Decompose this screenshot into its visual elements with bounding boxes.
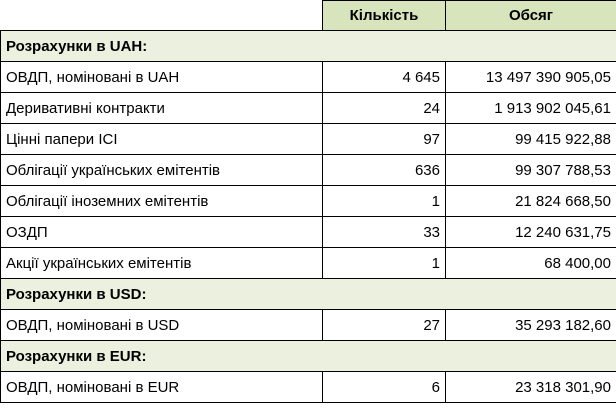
row-label: ОЗДП: [1, 217, 323, 248]
table-row: [1, 62, 616, 93]
row-volume: 68 400,00: [446, 248, 616, 279]
row-volume: 13 497 390 905,05: [446, 62, 616, 93]
row-label: Облігації українських емітентів: [1, 155, 323, 186]
row-label: Цінні папери ІСІ: [1, 124, 323, 155]
row-label: Облігації іноземних емітентів: [1, 186, 323, 217]
table-row: [1, 372, 616, 403]
row-count: 4 645: [323, 62, 446, 93]
row-count: 1: [323, 248, 446, 279]
row-count: 33: [323, 217, 446, 248]
section-row-eur: [1, 341, 616, 372]
row-volume: 99 415 922,88: [446, 124, 616, 155]
row-label: ОВДП, номіновані в EUR: [1, 372, 323, 403]
table-row: [1, 124, 616, 155]
header-count: Кількість: [323, 1, 446, 31]
table-row: [1, 93, 616, 124]
section-row-usd: [1, 279, 616, 310]
table-body: [1, 31, 616, 403]
row-count: 27: [323, 310, 446, 341]
section-title: Розрахунки в USD:: [1, 279, 616, 310]
row-volume: 35 293 182,60: [446, 310, 616, 341]
row-count: 24: [323, 93, 446, 124]
row-volume: 23 318 301,90: [446, 372, 616, 403]
header-volume: Обсяг: [446, 1, 616, 31]
row-volume: 21 824 668,50: [446, 186, 616, 217]
row-label: ОВДП, номіновані в UAH: [1, 62, 323, 93]
section-title: Розрахунки в UAH:: [1, 31, 616, 62]
header-blank-cell: [1, 1, 323, 31]
row-volume: 12 240 631,75: [446, 217, 616, 248]
table-row: [1, 186, 616, 217]
row-count: 636: [323, 155, 446, 186]
section-title: Розрахунки в EUR:: [1, 341, 616, 372]
row-count: 1: [323, 186, 446, 217]
section-row-uah: [1, 31, 616, 62]
table-row: [1, 248, 616, 279]
row-volume: 1 913 902 045,61: [446, 93, 616, 124]
table-row: [1, 217, 616, 248]
row-count: 6: [323, 372, 446, 403]
table-row: [1, 310, 616, 341]
row-label: ОВДП, номіновані в USD: [1, 310, 323, 341]
table-row: [1, 155, 616, 186]
table-header-row: [1, 1, 616, 31]
row-volume: 99 307 788,53: [446, 155, 616, 186]
row-label: Акції українських емітентів: [1, 248, 323, 279]
row-count: 97: [323, 124, 446, 155]
row-label: Деривативні контракти: [1, 93, 323, 124]
